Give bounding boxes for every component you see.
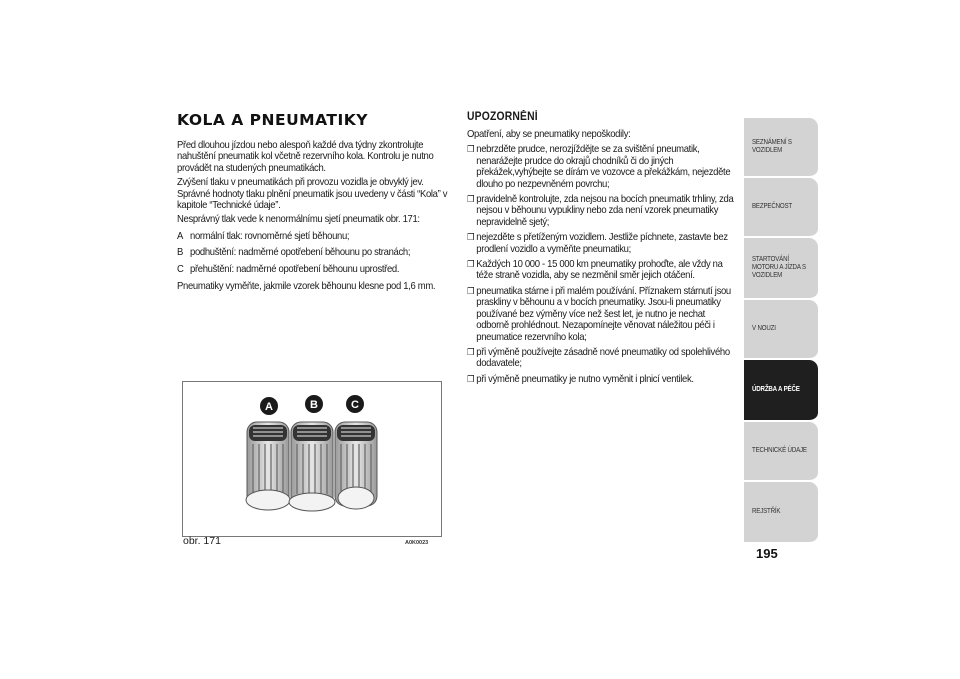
list-letter: B — [177, 247, 184, 259]
svg-text:C: C — [351, 399, 359, 411]
svg-text:B: B — [310, 399, 318, 411]
bullet-text: pravidelně kontrolujte, zda nejsou na bocích pneumatik trhliny, zda nejsou v běhounu vypukliny nebo zda není vzorek pneumatiky nepravidelně sjetý; — [476, 194, 734, 228]
intro-paragraph: Před dlouhou jízdou nebo alespoň každé dva týdny zkontrolujte nahuštění pneumatik kol včetně rezervního kola. Kontrolu je nutno provádět na studených pneumatikách. — [177, 140, 434, 174]
sidebar-tab-seznameni[interactable] — [744, 118, 818, 178]
label-a — [260, 397, 278, 415]
list-item — [467, 259, 737, 282]
checkbox-icon: ❒ — [467, 194, 475, 205]
bullet-text: nejezděte s přetíženým vozidlem. Jestliže píchnete, zastavte bez prodlení vozidlo a vyměňte pneumatiku; — [476, 232, 728, 255]
sidebar-tab-udrzba[interactable] — [744, 360, 818, 422]
list-letter: C — [177, 263, 184, 275]
checkbox-icon: ❒ — [467, 346, 475, 357]
tire-a-icon — [246, 422, 290, 510]
tab-label: ÚDRŽBA A PÉČE — [752, 385, 800, 393]
list-letter: A — [177, 230, 184, 242]
tab-label: V NOUZI — [752, 324, 776, 332]
list-item — [467, 194, 737, 228]
bullet-text: při výměně používejte zásadně nové pneumatiky od spolehlivého dodavatele; — [476, 346, 730, 370]
sidebar-tab-rejstrik[interactable] — [744, 482, 818, 544]
tab-label: REJSTŘÍK — [752, 507, 781, 515]
tab-label: TECHNICKÉ ÚDAJE — [752, 446, 807, 454]
list-item — [467, 347, 737, 370]
svg-text:A: A — [265, 401, 273, 413]
list-text: normální tlak: rovnoměrné sjetí běhounu; — [190, 230, 350, 242]
list-item — [467, 232, 737, 255]
checkbox-icon: ❒ — [467, 144, 475, 155]
bullet-text: nebrzděte prudce, nerozjíždějte se za svištění pneumatik, nenarážejte prudce do okrajů chodníků či do jiných překážek,vyhýbejte se dírám ve vozovce a překážkám, nejezděte dlouho po nezpevněném povrchu; — [476, 144, 731, 190]
tab-label: BEZPEČNOST — [752, 202, 792, 210]
checkbox-icon: ❒ — [467, 373, 475, 384]
list-item — [177, 231, 449, 242]
list-item — [467, 144, 737, 190]
figure-code: A0K0023 — [405, 540, 429, 546]
bullet-text: při výměně pneumatiky je nutno vyměnit i plnicí ventilek. — [476, 373, 694, 385]
sidebar-tab-technicke-udaje[interactable] — [744, 422, 818, 482]
pressure-paragraph: Zvýšení tlaku v pneumatikách při provozu vozidla je obvyklý jev. Správné hodnoty tlaku plnění pneumatik jsou uvedeny v části “Kola” v kapitole “Technické údaje”. — [177, 177, 448, 212]
checkbox-icon: ❒ — [467, 259, 475, 270]
page-number: 195 — [756, 546, 778, 561]
bullet-text: pneumatika stárne i při malém používání. Příznakem stárnutí jsou praskliny v běhounu a v bocích pneumatiky. Jsou-li pneumatiky používané bez výměny více než šest let, je nutno je nechat odborně prohlédnout. Nezapomínejte věnovat náležitou péči i pneumatice rezervního kola; — [476, 285, 731, 343]
section-heading: KOLA A PNEUMATIKY — [177, 111, 368, 129]
checkbox-icon: ❒ — [467, 285, 475, 296]
list-item — [177, 264, 449, 275]
tab-label: STARTOVÁNÍ MOTORU A JÍZDA S VOZIDLEM — [752, 255, 806, 280]
sidebar-tab-v-nouzi[interactable] — [744, 300, 818, 360]
sidebar-tab-startovani[interactable] — [744, 238, 818, 300]
checkbox-icon: ❒ — [467, 232, 475, 243]
tire-b-icon — [289, 422, 335, 511]
warning-intro: Opatření, aby se pneumatiky nepoškodily: — [467, 129, 631, 140]
label-b — [305, 395, 323, 413]
list-text: podhuštění: nadměrné opotřebení běhounu po stranách; — [190, 247, 411, 259]
warning-title: UPOZORNĚNÍ — [467, 111, 538, 123]
list-item — [177, 247, 449, 258]
tire-wear-figure — [182, 381, 442, 537]
list-item — [467, 374, 737, 385]
sidebar-tab-bezpecnost[interactable] — [744, 178, 818, 238]
label-c — [346, 395, 364, 413]
bullet-text: Každých 10 000 - 15 000 km pneumatiky prohoďte, ale vždy na téže straně vozidla, aby se nezměnil směr jejich otáčení. — [476, 259, 723, 282]
chapter-sidebar — [744, 118, 818, 544]
tire-wear-illustration — [183, 382, 441, 536]
replacement-paragraph: Pneumatiky vyměňte, jakmile vzorek běhounu klesne pod 1,6 mm. — [177, 281, 436, 293]
wear-paragraph: Nesprávný tlak vede k nenormálnímu sjetí pneumatik obr. 171: — [177, 214, 420, 226]
warning-section — [467, 111, 737, 389]
tire-c-icon — [335, 422, 377, 509]
list-item — [467, 286, 737, 343]
tab-label: SEZNÁMENÍ S VOZIDLEM — [752, 138, 792, 154]
list-text: přehuštění: nadměrné opotřebení běhounu uprostřed. — [190, 263, 400, 275]
figure-caption: obr. 171 — [183, 535, 221, 547]
main-section — [177, 111, 449, 295]
